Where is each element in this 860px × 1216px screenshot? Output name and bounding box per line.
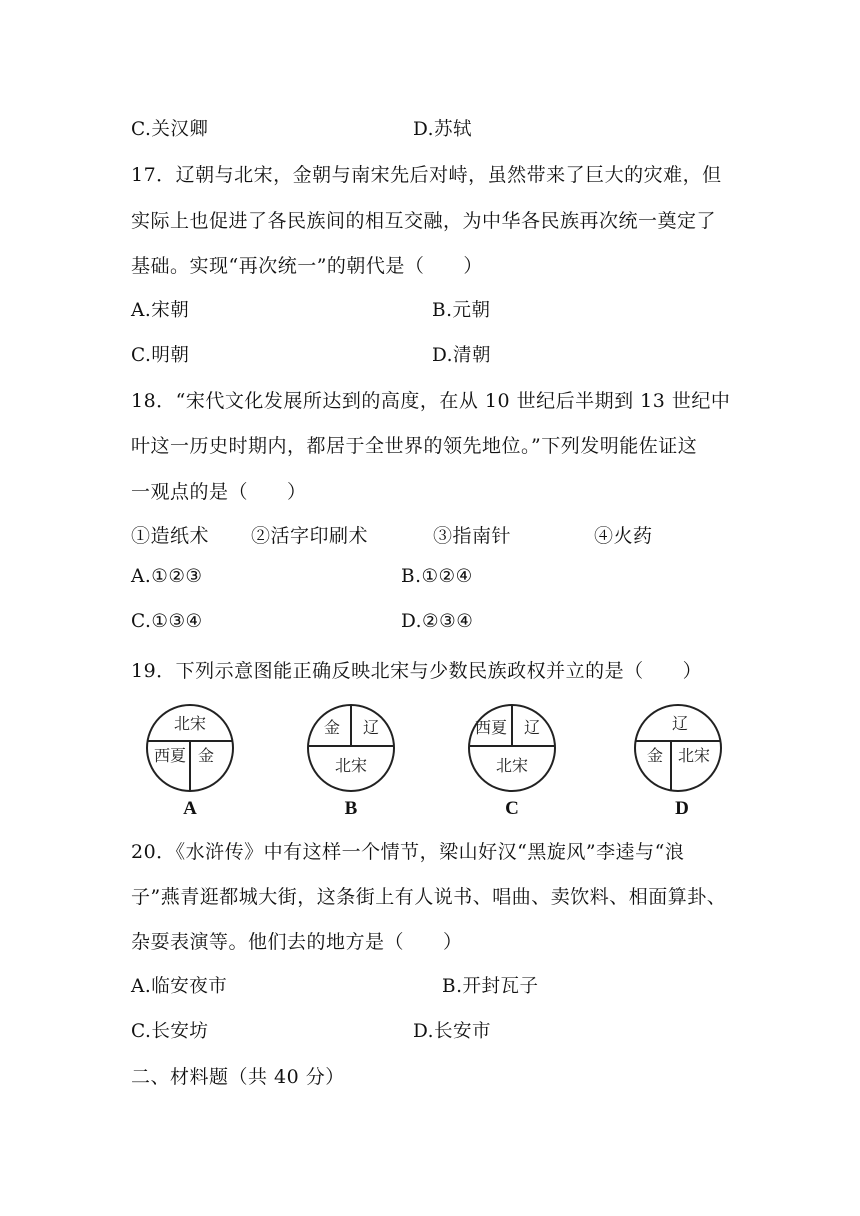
diagram-d-region-left: 金 [646, 746, 664, 765]
q16-option-d: D.苏轼 [413, 119, 473, 140]
q18-stem-line1: 18．“宋代文化发展所达到的高度，在从 10 世纪后半期到 13 世纪中 [131, 390, 731, 412]
q17-option-c: C.明朝 [131, 345, 190, 366]
q18-item-4: ④火药 [594, 525, 653, 547]
q20-option-b: B.开封瓦子 [442, 976, 539, 997]
q19-stem-line1: 19．下列示意图能正确反映北宋与少数民族政权并立的是（ ） [131, 660, 703, 682]
diagram-d [628, 698, 728, 798]
q16-option-c: C.关汉卿 [131, 119, 209, 140]
q18-option-c: C.①③④ [131, 611, 203, 632]
q18-item-3: ③指南针 [433, 525, 512, 547]
diagram-c-region-right: 辽 [523, 718, 541, 737]
q18-item-1: ①造纸术 [131, 525, 210, 547]
q20-stem-line1: 20．《水浒传》中有这样一个情节，梁山好汉“黑旋风”李逵与“浪 [131, 841, 685, 863]
diagram-c-region-bottom: 北宋 [495, 756, 529, 775]
q18-stem-line2: 叶这一历史时期内，都居于全世界的领先地位。”下列发明能佐证这 [131, 435, 698, 457]
q18-stem-line3: 一观点的是（ ） [131, 481, 307, 503]
q20-option-d: D.长安市 [413, 1021, 492, 1042]
diagram-a-region-top: 北宋 [173, 714, 207, 733]
q20-option-c: C.长安坊 [131, 1021, 209, 1042]
diagram-b-label: B [344, 798, 358, 819]
diagram-a-region-right: 金 [197, 746, 215, 765]
q17-option-b: B.元朝 [432, 300, 491, 321]
q17-option-a: A.宋朝 [131, 300, 190, 321]
q17-stem-line1: 17．辽朝与北宋，金朝与南宋先后对峙，虽然带来了巨大的灾难，但 [131, 164, 722, 186]
diagram-c-region-left: 西夏 [474, 718, 508, 737]
diagram-d-region-right: 北宋 [677, 746, 711, 765]
q20-option-a: A.临安夜市 [131, 976, 228, 997]
diagram-d-region-top: 辽 [671, 714, 689, 733]
q20-stem-line2: 子”燕青逛都城大街，这条街上有人说书、唱曲、卖饮料、相面算卦、 [131, 886, 727, 908]
diagram-a [140, 698, 240, 798]
q18-option-d: D.②③④ [401, 611, 474, 632]
q18-option-a: A.①②③ [131, 566, 203, 587]
q17-stem-line3: 基础。实现“再次统一”的朝代是（ ） [131, 255, 483, 277]
diagram-b-region-right: 辽 [362, 718, 380, 737]
q20-stem-line3: 杂耍表演等。他们去的地方是（ ） [131, 931, 463, 953]
diagram-b [301, 698, 401, 798]
q17-stem-line2: 实际上也促进了各民族间的相互交融，为中华各民族再次统一奠定了 [131, 210, 717, 232]
diagram-a-label: A [183, 798, 197, 819]
diagram-b-region-bottom: 北宋 [334, 756, 368, 775]
diagram-c [462, 698, 562, 798]
diagram-b-region-left: 金 [323, 718, 341, 737]
diagram-c-label: C [505, 798, 519, 819]
diagram-a-region-left: 西夏 [153, 746, 187, 765]
q17-option-d: D.清朝 [432, 345, 492, 366]
diagram-d-label: D [675, 798, 689, 819]
q18-item-2: ②活字印刷术 [251, 525, 369, 547]
section-2-title: 二、材料题（共 40 分） [131, 1066, 345, 1088]
q18-option-b: B.①②④ [401, 566, 473, 587]
